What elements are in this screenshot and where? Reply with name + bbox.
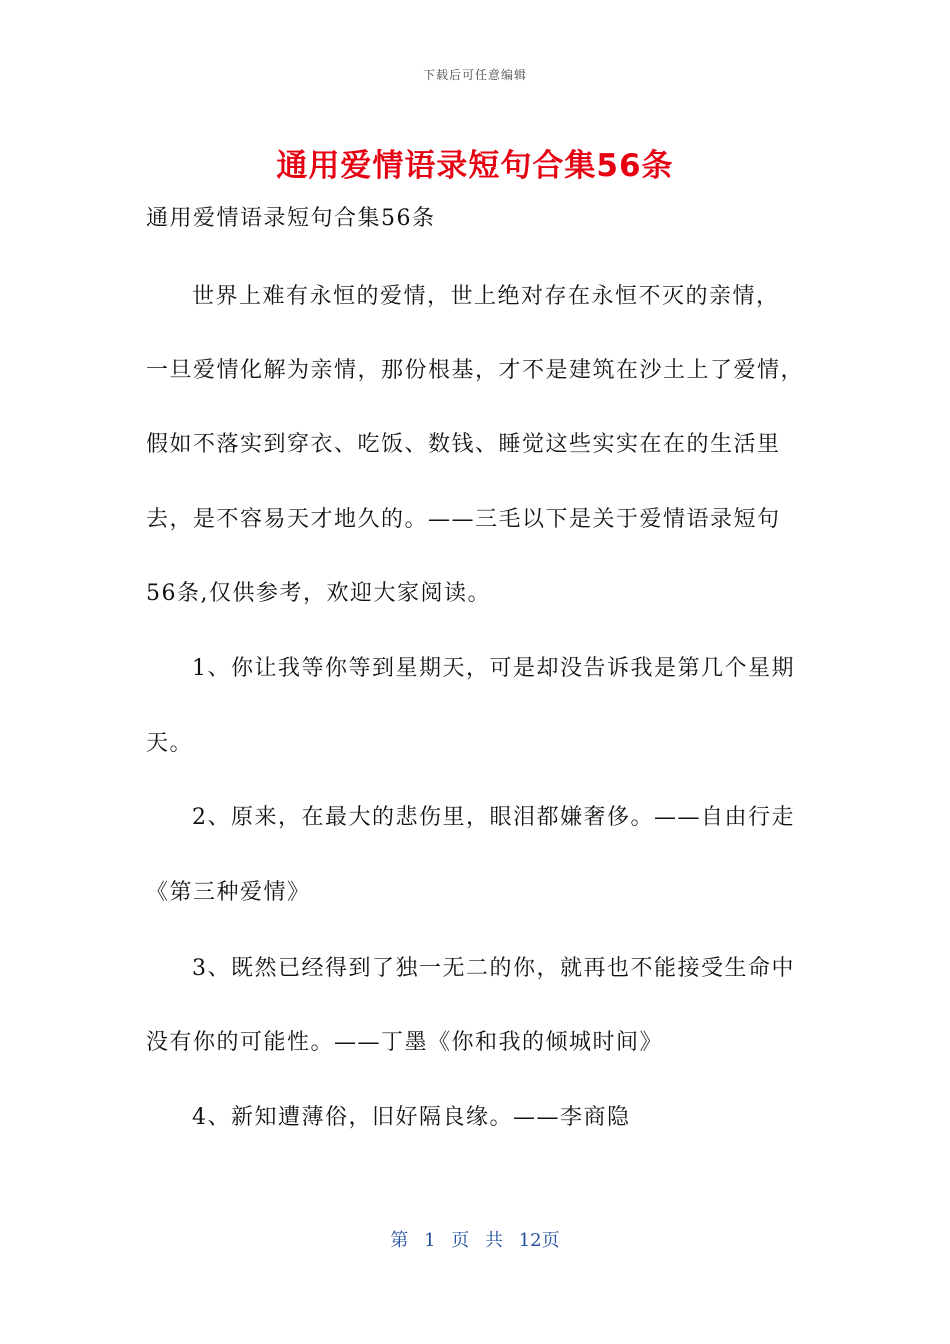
- paragraph-line: 去，是不容易天才地久的。——三毛以下是关于爱情语录短句: [146, 507, 781, 532]
- quote-line: 天。: [146, 731, 194, 756]
- paragraph-line: 一旦爱情化解为亲情，那份根基，才不是建筑在沙土上了爱情，: [146, 358, 805, 383]
- paragraph-line: 56条,仅供参考，欢迎大家阅读。: [146, 581, 491, 606]
- paragraph-line: 假如不落实到穿衣、吃饭、数钱、睡觉这些实实在在的生活里: [146, 432, 781, 457]
- quote-line: 3、既然已经得到了独一无二的你，就再也不能接受生命中: [192, 956, 795, 981]
- quote-line: 4、新知遭薄俗，旧好隔良缘。——李商隐: [192, 1105, 631, 1130]
- quote-line: 2、原来，在最大的悲伤里，眼泪都嫌奢侈。——自由行走: [192, 805, 795, 830]
- quote-line: 1、你让我等你等到星期天，可是却没告诉我是第几个星期: [192, 656, 795, 681]
- document-title: 通用爱情语录短句合集56条: [276, 148, 674, 184]
- header-note: 下载后可任意编辑: [422, 68, 527, 82]
- page-number-footer: 第 1 页 共 12页: [390, 1230, 560, 1251]
- subtitle-line: 通用爱情语录短句合集56条: [146, 206, 436, 231]
- quote-line: 没有你的可能性。——丁墨《你和我的倾城时间》: [146, 1030, 664, 1055]
- quote-line: 《第三种爱情》: [146, 880, 311, 905]
- paragraph-line: 世界上难有永恒的爱情，世上绝对存在永恒不灭的亲情，: [192, 284, 780, 309]
